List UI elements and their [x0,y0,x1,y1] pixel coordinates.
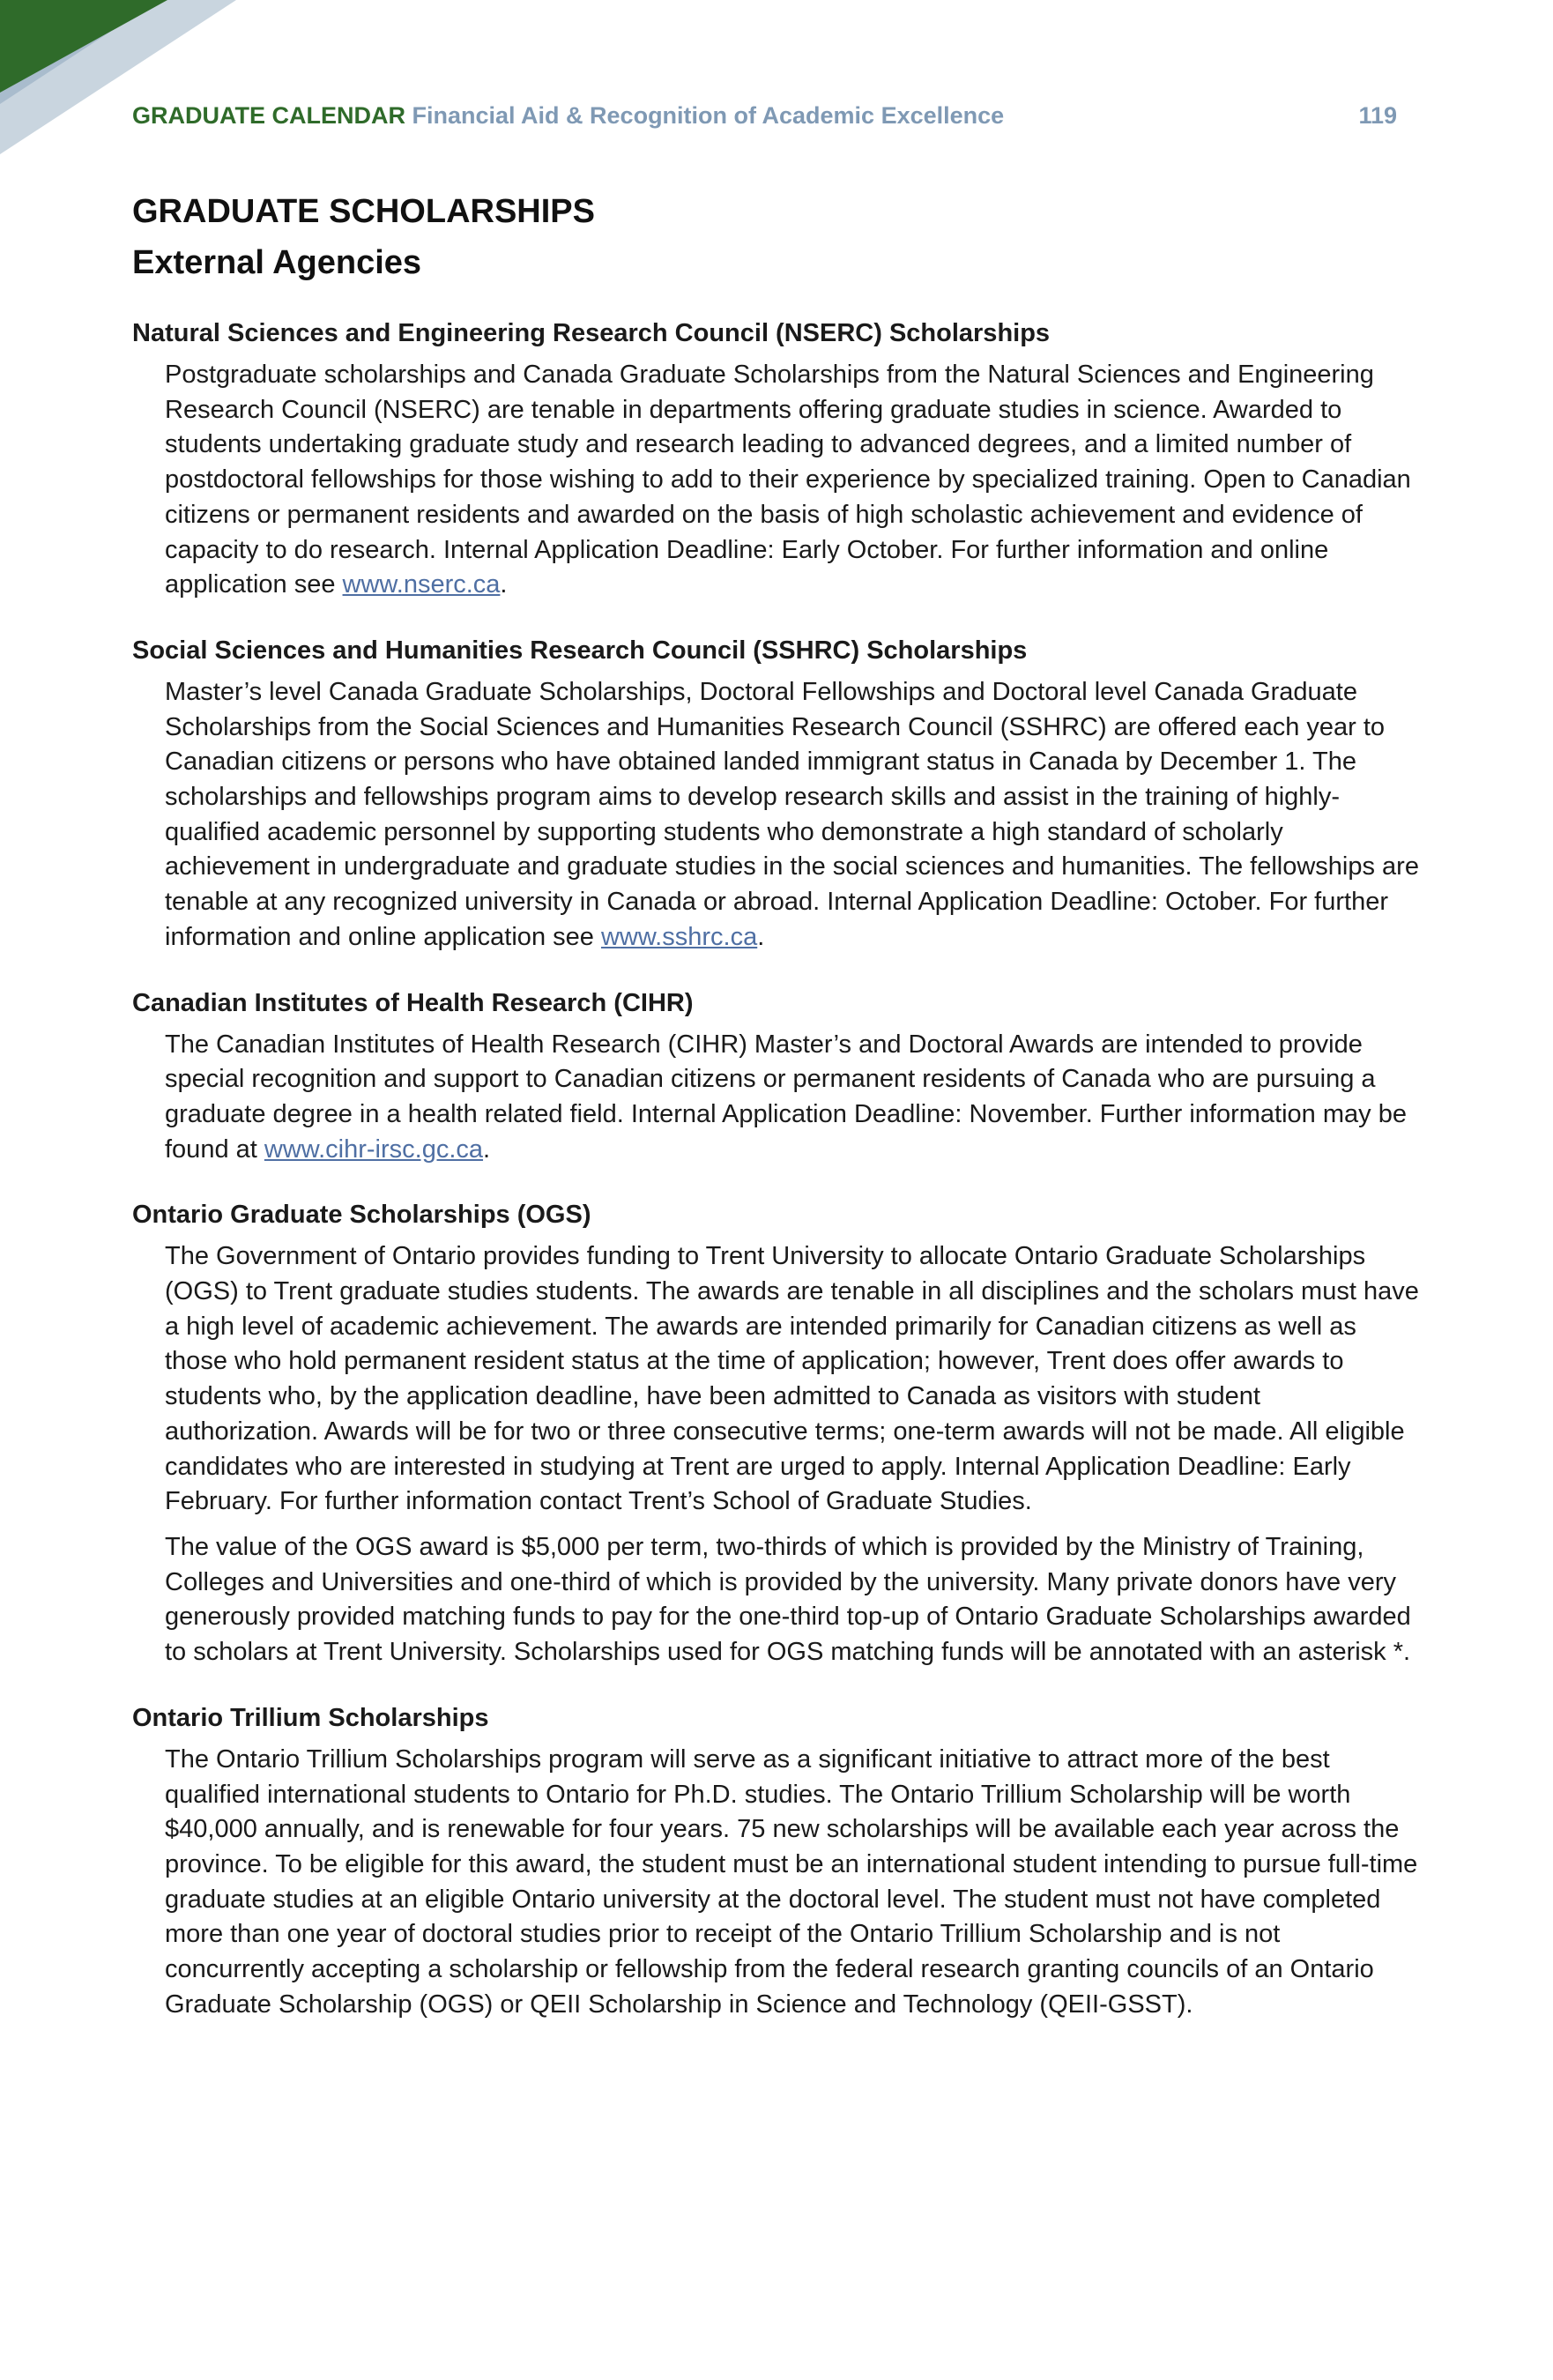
section-heading: Ontario Trillium Scholarships [132,1703,489,1732]
page-number: 119 [1358,102,1397,129]
section-paragraph: The value of the OGS award is $5,000 per term, two-thirds of which is provided by the Ministry of Training, Colleges and Universities and one-third of which is provided by the university. Many private donors have very generously provided matching funds to pay for the one-third top-up of Ontario Graduate Scholarships awarded to scholars at Trent University. Scholarships used for OGS matching funds will be annotated with an asterisk *. [165,1532,1411,1667]
section-paragraph: The Ontario Trillium Scholarships program will serve as a significant initiative to attract more of the best qualified international students to Ontario for Ph.D. studies. The Ontario Trillium Scholarship will be worth $40,000 annually, and is renewable for four years. 75 new scholarships will be available each year across the province. To be eligible for this award, the student must be an international student intending to pursue full-time graduate studies at an eligible Ontario university at the doctoral level. The student must not have completed more than one year of doctoral studies prior to receipt of the Ontario Trillium Scholarship and is not concurrently accepting a scholarship or fellowship from the federal research granting councils of an Ontario Graduate Scholarship (OGS) or QEII Scholarship in Science and Technology (QEII-GSST). [165,1744,1418,2019]
section-paragraph [165,675,1421,956]
section-nserc [132,316,1421,603]
section-ogs [132,1197,1421,1670]
section-paragraph [165,358,1421,603]
section-heading: Social Sciences and Humanities Research Council (SSHRC) Scholarships [132,636,1028,665]
nserc-link[interactable]: www.nserc.ca [342,570,501,599]
section-sshrc [132,633,1421,956]
page-title: GRADUATE SCHOLARSHIPS [132,193,595,230]
section-heading: Canadian Institutes of Health Research (CIHR) [132,988,694,1017]
sshrc-link[interactable]: www.sshrc.ca [600,922,758,951]
section-paragraph [165,1028,1421,1168]
section-heading: Natural Sciences and Engineering Research Council (NSERC) Scholarships [132,319,1051,347]
paragraph-end: . [483,1134,491,1164]
section-heading: Ontario Graduate Scholarships (OGS) [132,1201,591,1230]
paragraph-text: Postgraduate scholarships and Canada Graduate Scholarships from the Natural Sciences and Engineering Research Council (NSERC) are tenable in departments offering graduate studies in science. Awarded to students undertaking graduate study and research leading to advanced degrees, and a limited number of postdoctoral fellowships for those wishing to add to their experience by specialized training. Open to Canadian citizens or permanent residents and awarded on the basis of high scholastic achievement and evidence of capacity to do research. Internal Application Deadline: Early October. For further information and online application see [165,361,1411,599]
paragraph-text: Master’s level Canada Graduate Scholarships, Doctoral Fellowships and Doctoral level Canada Graduate Scholarships from the Social Sciences and Humanities Research Council (SSHRC) are offered each year to Canadian citizens or persons who have obtained landed immigrant status in Canada by December 1. The scholarships and fellowships program aims to develop research skills and assist in the training of highly-qualified academic personnel by supporting students who demonstrate a high standard of scholarly achievement in undergraduate and graduate studies in the social sciences and humanities. The fellowships are tenable at any recognized university in Canada or abroad. Internal Application Deadline: October. For further information and online application see [165,677,1419,951]
paragraph-end: . [757,922,765,951]
cihr-link[interactable]: www.cihr-irsc.gc.ca [264,1134,484,1164]
running-head [132,100,1397,131]
running-head-section: Financial Aid & Recognition of Academic Excellence [412,102,1005,129]
section-paragraph: The Government of Ontario provides funding to Trent University to allocate Ontario Graduate Scholarships (OGS) to Trent graduate studies students. The awards are tenable in all disciplines and the scholars must have a high level of academic achievement. The awards are intended primarily for Canadian citizens as well as those who hold permanent resident status at the time of application; however, Trent does offer awards to students who, by the application deadline, have been admitted to Canada as visitors with student authorization. Awards will be for two or three consecutive terms; one-term awards will not be made. All eligible candidates who are interested in studying at Trent are urged to apply. Internal Application Deadline: Early February. For further information contact Trent’s School of Graduate Studies. [165,1242,1419,1516]
paragraph-end: . [500,570,508,599]
paragraph-text: The Canadian Institutes of Health Research (CIHR) Master’s and Doctoral Awards are intended to provide special recognition and support to Canadian citizens or permanent residents of Canada who are pursuing a graduate degree in a health related field. Internal Application Deadline: November. Further information may be found at [165,1030,1407,1164]
section-trillium [132,1700,1421,2023]
running-head-calendar: GRADUATE CALENDAR [132,102,405,129]
page-content [132,189,1421,2033]
page-subtitle: External Agencies [132,244,422,281]
section-cihr [132,985,1421,1168]
